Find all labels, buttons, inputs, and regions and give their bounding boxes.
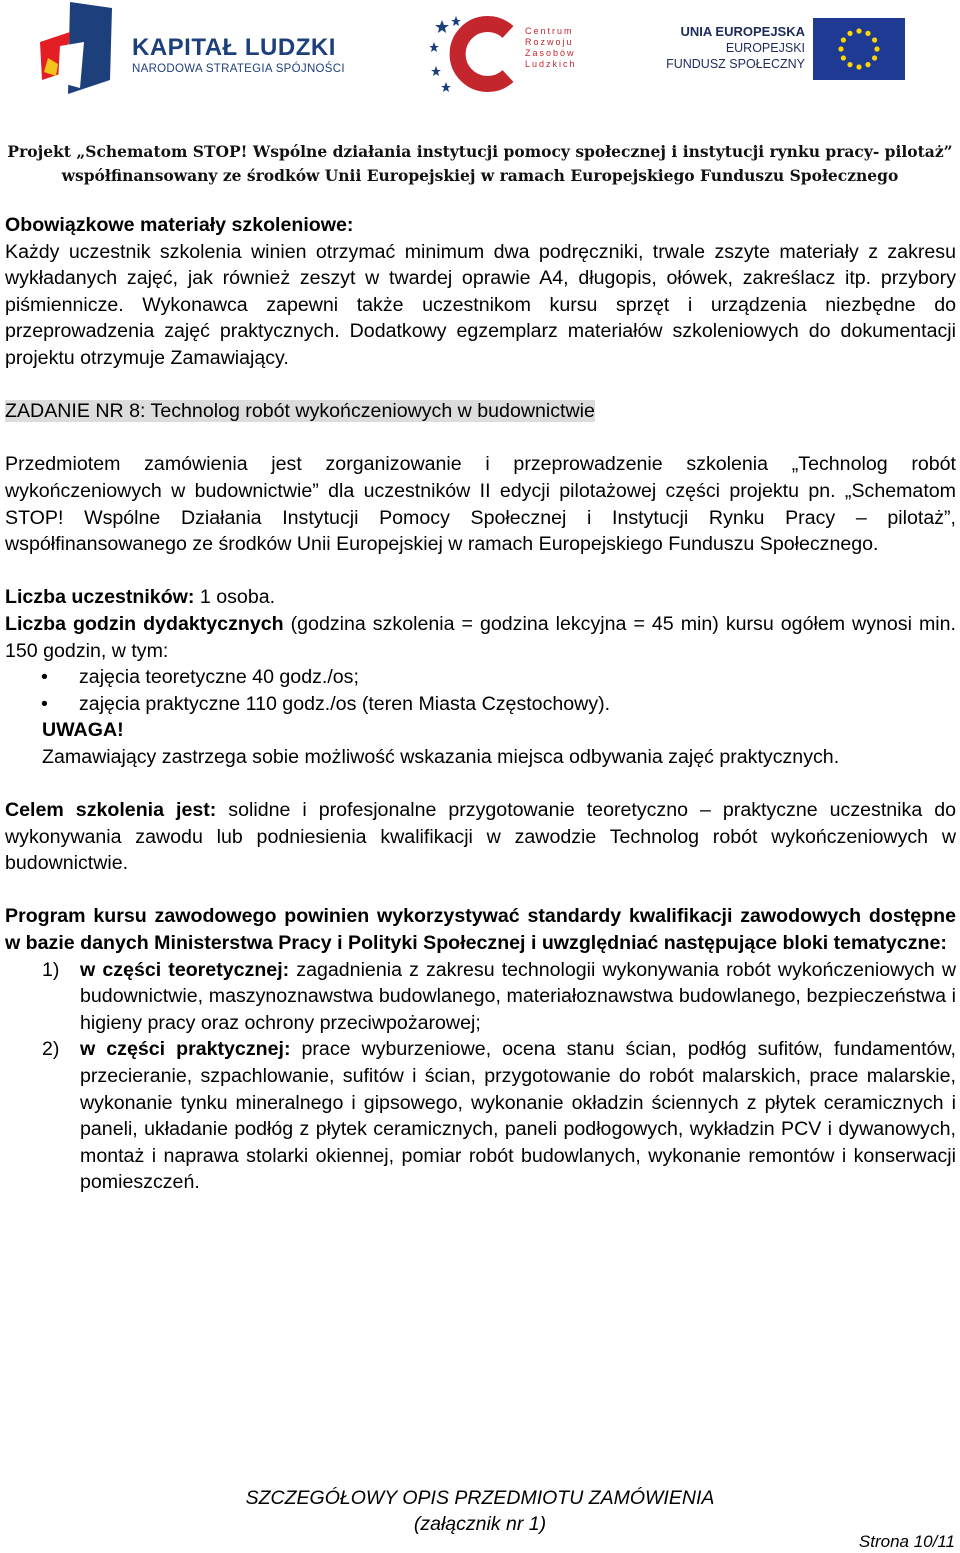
program-list — [5, 957, 956, 1196]
participants-line — [5, 584, 956, 611]
page-footer — [0, 1485, 960, 1537]
materials-heading: Obowiązkowe materiały szkoleniowe: — [5, 214, 354, 236]
program-item-label: w części praktycznej: — [80, 1038, 291, 1061]
bullet-icon: • — [41, 692, 48, 715]
hours-text: (godzina szkolenia = godzina lekcyjna = 45 min) kursu ogółem wynosi min. 150 godzin, w tym: — [5, 612, 956, 662]
program-item-text: zagadnienia z zakresu technologii wykonywania robót wykończeniowych w budownictwie, maszynoznawstwa budowlanego, materiałoznawstwa budowlanego, bezpieczeństwa i higieny pracy oraz ochrony przeciwpożarowej; — [80, 958, 956, 1034]
list-item — [5, 664, 956, 691]
goal-label: Celem szkolenia jest: — [5, 799, 217, 822]
note-label: UWAGA! — [42, 719, 124, 742]
list-number: 2) — [42, 1038, 60, 1061]
note-text: Zamawiający zastrzega sobie możliwość wskazania miejsca odbywania zajęć praktycznych. — [42, 745, 840, 768]
hours-line — [5, 611, 956, 664]
kl-title: KAPITAŁ LUDZKI — [132, 34, 336, 61]
list-item-text: zajęcia praktyczne 110 godz./os (teren Miasta Częstochowy). — [79, 692, 611, 715]
crzl-logo — [430, 14, 580, 94]
participants-label: Liczba uczestników: — [5, 586, 195, 609]
crzl-line: Rozwoju — [525, 37, 574, 47]
crzl-line: Zasobów — [525, 48, 576, 58]
task-intro: Przedmiotem zamówienia jest zorganizowanie i przeprowadzenie szkolenia „Technolog robót wykończeniowych w budownictwie” dla uczestników II edycji pilotażowej części projektu pn. „Schematom STOP! Wspólne Działania Instytucji Pomocy Społecznej i Instytucji Rynku Pracy – pilotaż”, współfinansowanego ze środków Unii Europejskiej w ramach Europejskiego Funduszu Społecznego. — [5, 453, 956, 556]
project-line-2: współfinansowany ze środków Unii Europejskiej w ramach Europejskiego Funduszu Społecznego — [61, 166, 899, 185]
list-item — [5, 957, 956, 1037]
ue-text — [655, 24, 805, 72]
page-number: Strona 10/11 — [858, 1532, 955, 1551]
list-number: 1) — [42, 958, 60, 981]
participants-value: 1 osoba. — [194, 586, 276, 609]
program-item-text: prace wyburzeniowe, ocena stanu ścian, podłóg sufitów, fundamentów, przecieranie, szpachlowanie, sufitów i ścian, przygotowanie do robót malarskich, prace malarskie, wykonanie tynku mineralnego i gipsowego, wykonanie okładzin ściennych z płytek ceramicznych i paneli, układanie podłóg z płytek ceramicznych, paneli podłogowych, wykładzin PCV i dywanowych, montaż i naprawa stolarki okiennej, pomiar robót budowlanych, wykonanie remontów i konserwacji pomieszczeń. — [80, 1038, 956, 1194]
ue-line: FUNDUSZ SPOŁECZNY — [666, 57, 805, 71]
crzl-name — [525, 26, 577, 70]
footer-title: SZCZEGÓŁOWY OPIS PRZEDMIOTU ZAMÓWIENIA — [245, 1487, 715, 1509]
footer-subtitle: (załącznik nr 1) — [413, 1513, 547, 1535]
bullet-icon: • — [41, 666, 48, 689]
program-item-label: w części teoretycznej: — [80, 958, 290, 981]
program-heading: Program kursu zawodowego powinien wykorzystywać standardy kwalifikacji zawodowych dostępne w bazie danych Ministerstwa Pracy i Polityki Społecznej i uwzględniać następujące bloki tematyczne: — [5, 905, 956, 955]
header-logos — [0, 0, 960, 110]
crzl-line: Centrum — [525, 26, 574, 36]
goal-paragraph — [5, 797, 956, 877]
crzl-line: Ludzkich — [525, 59, 577, 69]
list-item-text: zajęcia teoretyczne 40 godz./os; — [79, 666, 359, 689]
kl-subtitle: NARODOWA STRATEGIA SPÓJNOŚCI — [132, 63, 345, 75]
kapital-ludzki-logo — [40, 2, 380, 98]
project-line-1: Projekt „Schematom STOP! Wspólne działania instytucji pomocy społecznej i instytucji rynku pracy- pilotaż” — [7, 142, 953, 161]
list-item — [5, 1036, 956, 1196]
hours-label: Liczba godzin dydaktycznych — [5, 612, 284, 635]
task-title: ZADANIE NR 8: Technolog robót wykończeniowych w budownictwie — [5, 400, 595, 423]
hours-list — [5, 664, 956, 717]
ue-logo — [655, 18, 925, 82]
kapital-ludzki-emblem-icon — [40, 2, 130, 98]
materials-text: Każdy uczestnik szkolenia winien otrzymać minimum dwa podręczniki, trwale zszyte materiały z zakresu wykładanych zajęć, jak również zeszyt w twardej oprawie A4, długopis, ołówek, zakreślacz itp. przybory piśmiennicze. Wykonawca zapewni także uczestnikom kursu sprzęt i urządzenia niezbędne do przeprowadzenia zajęć praktycznych. Dodatkowy egzemplarz materiałów szkoleniowych do dokumentacji projektu otrzymuje Zamawiający. — [5, 240, 956, 369]
crzl-emblem-icon — [430, 14, 525, 94]
goal-text: solidne i profesjonalne przygotowanie teoretyczno – praktyczne uczestnika do wykonywania zawodu lub podniesienia kwalifikacji w zawodzie Technolog robót wykończeniowych w budownictwie. — [5, 799, 957, 875]
list-item — [5, 691, 956, 718]
eu-flag-icon — [813, 18, 905, 80]
ue-line: EUROPEJSKI — [725, 41, 805, 55]
ue-line: UNIA EUROPEJSKA — [680, 24, 805, 39]
document-body — [5, 212, 956, 1196]
project-header — [0, 140, 960, 188]
